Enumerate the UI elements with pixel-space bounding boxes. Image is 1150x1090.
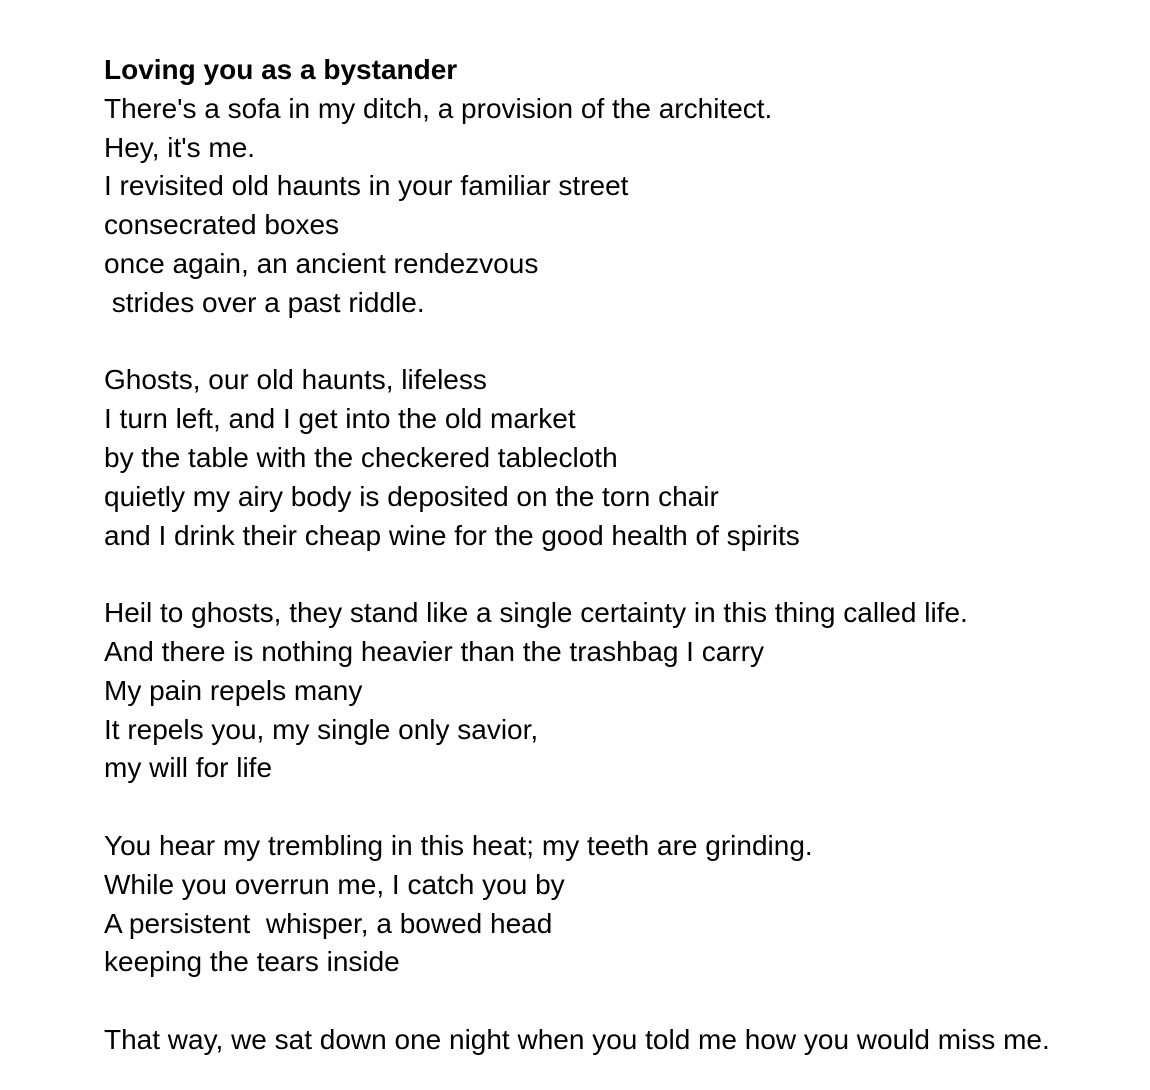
poem-line: keeping the tears inside — [104, 946, 400, 978]
poem-line: And there is nothing heavier than the trashbag I carry — [104, 635, 764, 667]
poem-line: my will for life — [104, 752, 273, 784]
poem-line: There's a sofa in my ditch, a provision of the architect. — [104, 92, 773, 124]
poem-line: Hey, it's me. — [104, 131, 256, 163]
poem-line: quietly my airy body is deposited on the torn chair — [104, 480, 719, 512]
poem-line: You hear my trembling in this heat; my teeth are grinding. — [104, 829, 813, 861]
poem-line: I turn left, and I get into the old market — [104, 403, 576, 435]
poem-document — [104, 51, 1134, 1060]
poem-line: A persistent whisper, a bowed head — [104, 907, 553, 939]
stanza-3 — [104, 594, 1134, 788]
poem-line: My pain repels many — [104, 674, 363, 706]
poem-line: Ghosts, our old haunts, lifeless — [104, 364, 487, 396]
poem-line: It repels you, my single only savior, — [104, 713, 539, 745]
stanza-5 — [104, 1021, 1134, 1060]
stanza-4 — [104, 827, 1134, 982]
poem-line: While you overrun me, I catch you by — [104, 868, 565, 900]
poem-line: That way, we sat down one night when you told me how you would miss me. — [104, 1023, 1050, 1055]
poem-line: I revisited old haunts in your familiar street — [104, 170, 629, 202]
poem-line: Heil to ghosts, they stand like a single certainty in this thing called life. — [104, 597, 968, 629]
poem-line: consecrated boxes — [104, 209, 340, 241]
stanza-2 — [104, 361, 1134, 555]
poem-line: by the table with the checkered tablecloth — [104, 441, 618, 473]
poem-line: strides over a past riddle. — [104, 286, 425, 318]
poem-title: Loving you as a bystander — [104, 54, 458, 85]
stanza-1 — [104, 51, 1134, 323]
poem-line: and I drink their cheap wine for the good health of spirits — [104, 519, 800, 551]
poem-line: once again, an ancient rendezvous — [104, 247, 539, 279]
